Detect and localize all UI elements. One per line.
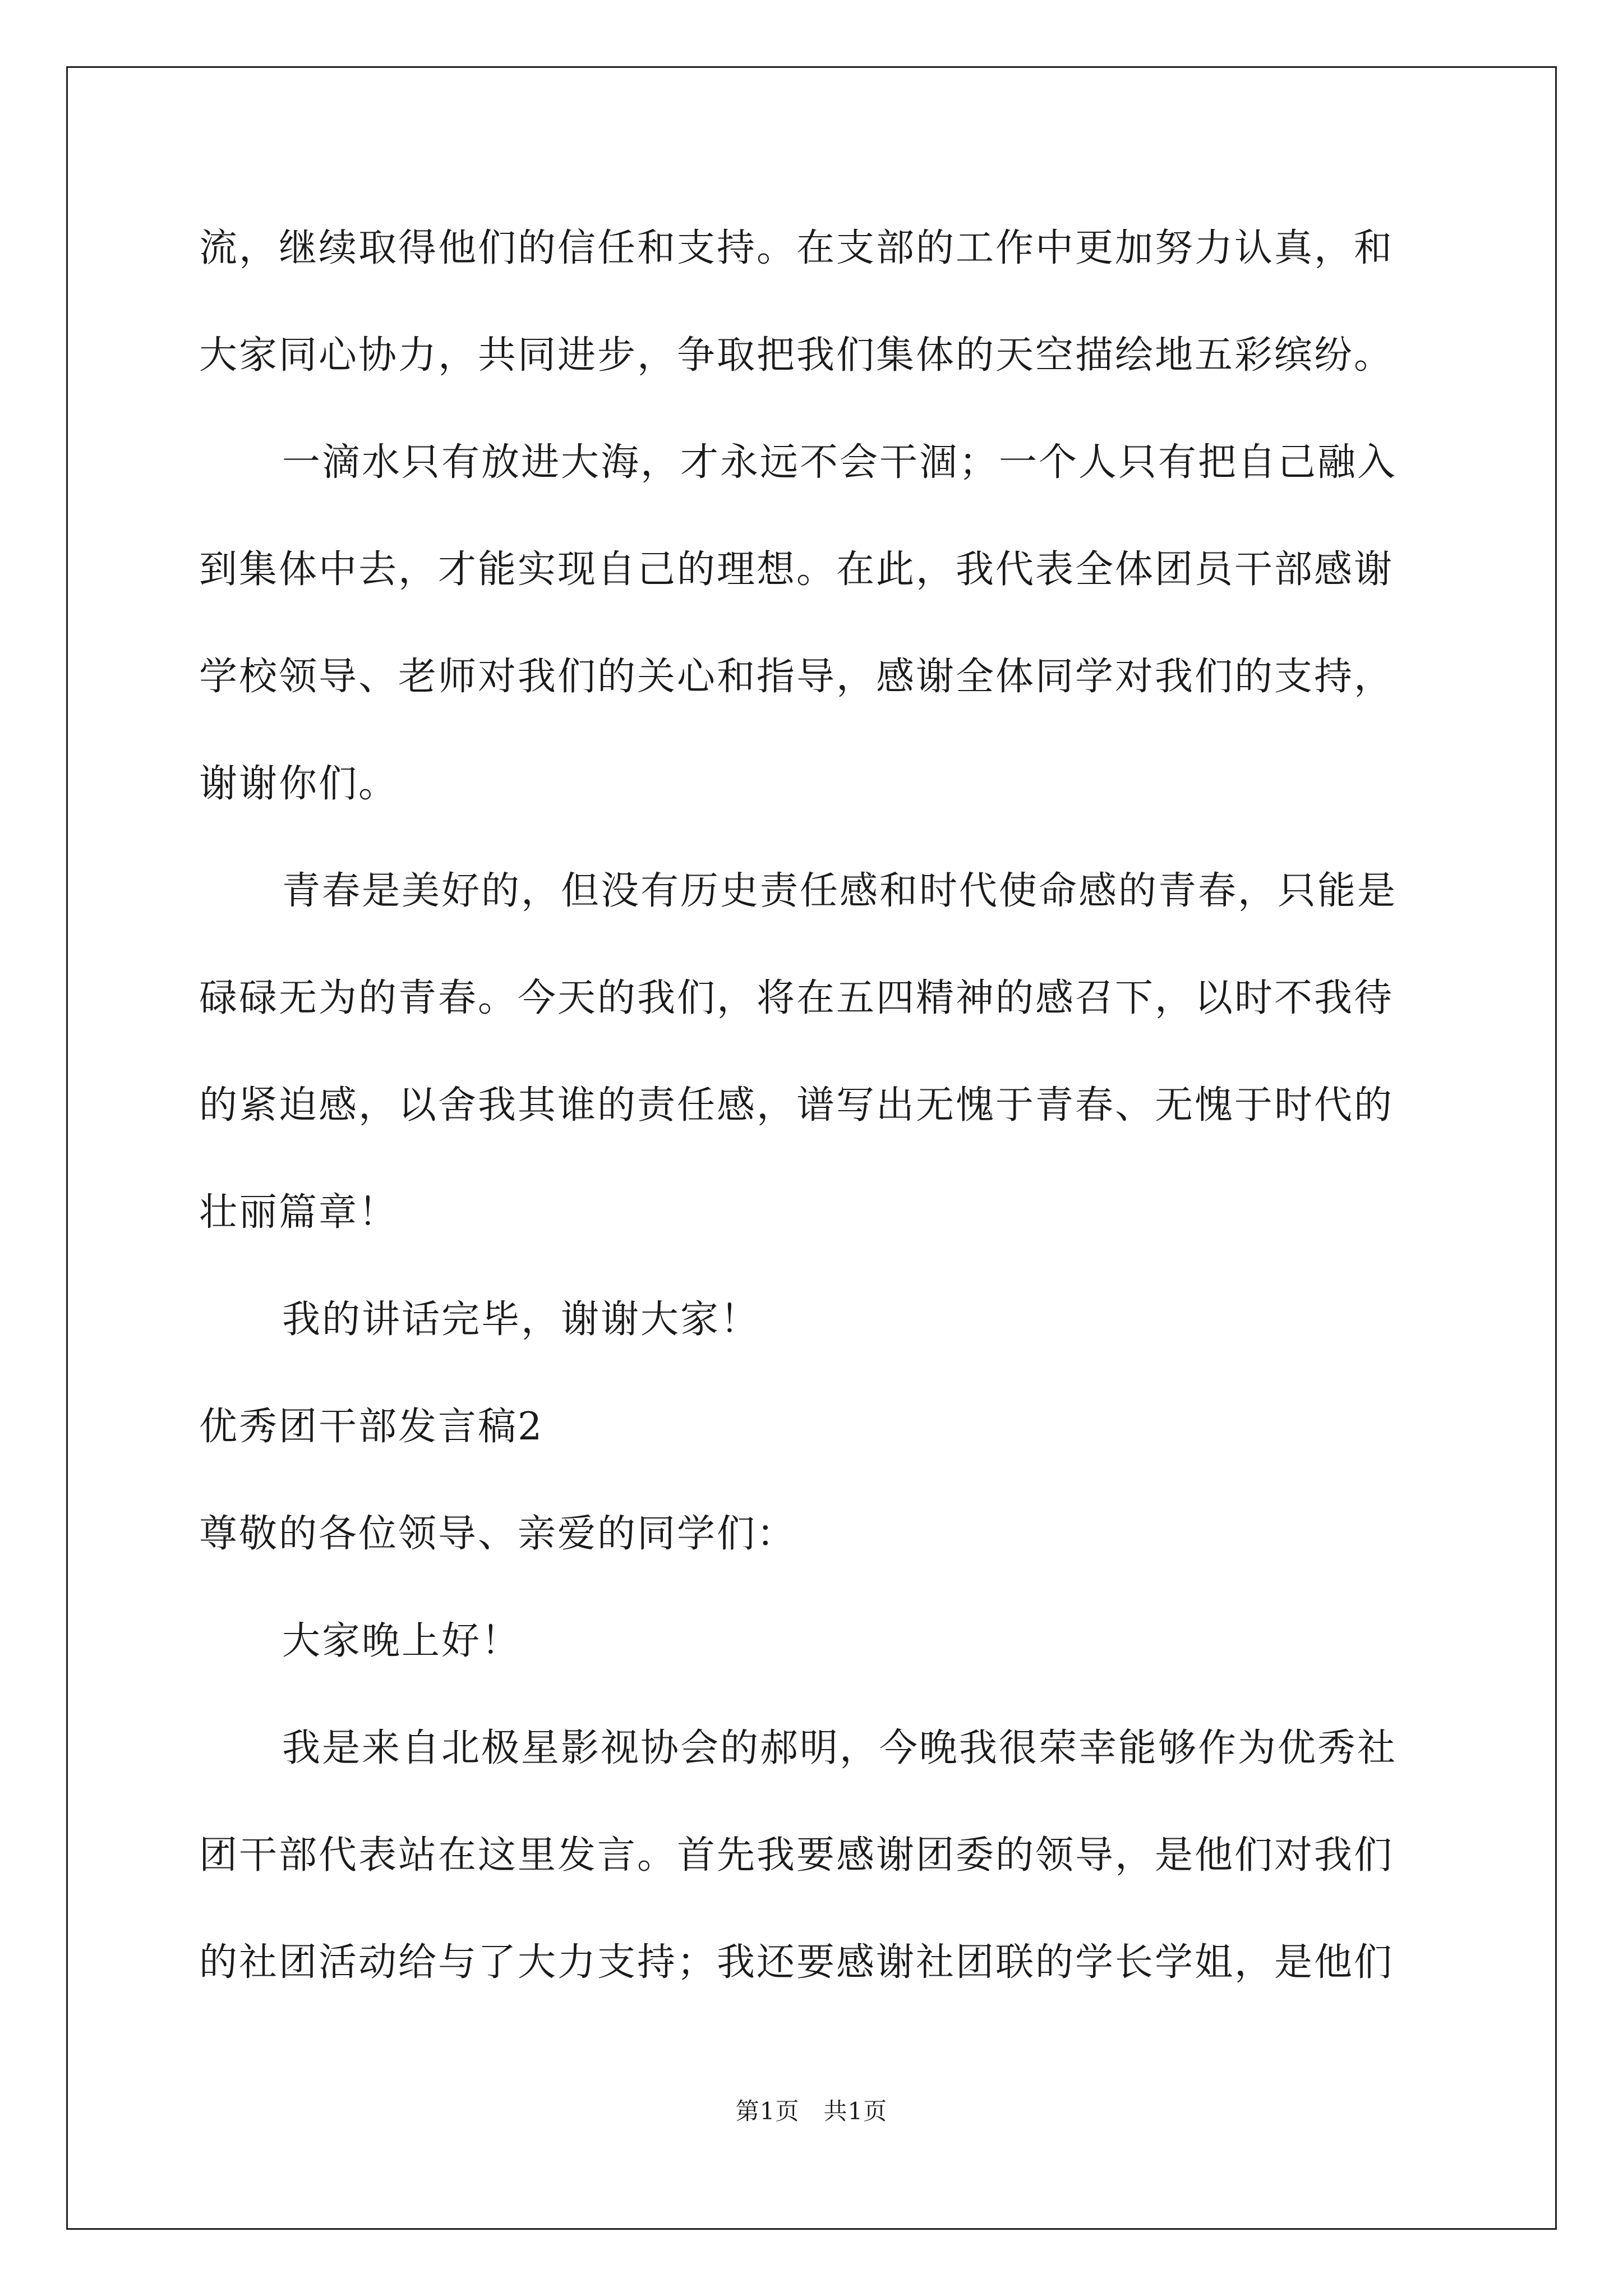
text-line: 谢谢你们。 xyxy=(199,762,399,806)
text-line: 大家同心协力，共同进步，争取把我们集体的天空描绘地五彩缤纷。 xyxy=(199,333,1394,378)
text-line: 壮丽篇章！ xyxy=(199,1190,399,1235)
text-line: 我是来自北极星影视协会的郝明，今晚我很荣幸能够作为优秀社 xyxy=(282,1726,1398,1770)
text-line: 我的讲话完毕，谢谢大家！ xyxy=(282,1297,760,1342)
text-line: 团干部代表站在这里发言。首先我要感谢团委的领导，是他们对我们 xyxy=(199,1833,1394,1878)
section-heading: 优秀团干部发言稿2 xyxy=(199,1405,544,1449)
text-line: 的紧迫感，以舍我其谁的责任感，谱写出无愧于青春、无愧于时代的 xyxy=(199,1083,1394,1128)
text-line: 碌碌无为的青春。今天的我们，将在五四精神的感召下，以时不我待 xyxy=(199,976,1394,1020)
text-line: 流，继续取得他们的信任和支持。在支部的工作中更加努力认真，和 xyxy=(199,226,1394,270)
text-line: 一滴水只有放进大海，才永远不会干涸；一个人只有把自己融入 xyxy=(282,440,1398,485)
text-line: 学校领导、老师对我们的关心和指导，感谢全体同学对我们的支持， xyxy=(199,655,1394,699)
greeting: 大家晚上好！ xyxy=(282,1619,522,1663)
page-border xyxy=(66,66,1557,2230)
salutation: 尊敬的各位领导、亲爱的同学们： xyxy=(199,1512,797,1556)
text-line: 到集体中去，才能实现自己的理想。在此，我代表全体团员干部感谢 xyxy=(199,547,1394,592)
text-line: 的社团活动给与了大力支持；我还要感谢社团联的学长学姐，是他们 xyxy=(199,1940,1394,1985)
text-line: 青春是美好的，但没有历史责任感和时代使命感的青春，只能是 xyxy=(282,869,1398,913)
page-footer: 第1页 共1页 xyxy=(735,2097,888,2125)
